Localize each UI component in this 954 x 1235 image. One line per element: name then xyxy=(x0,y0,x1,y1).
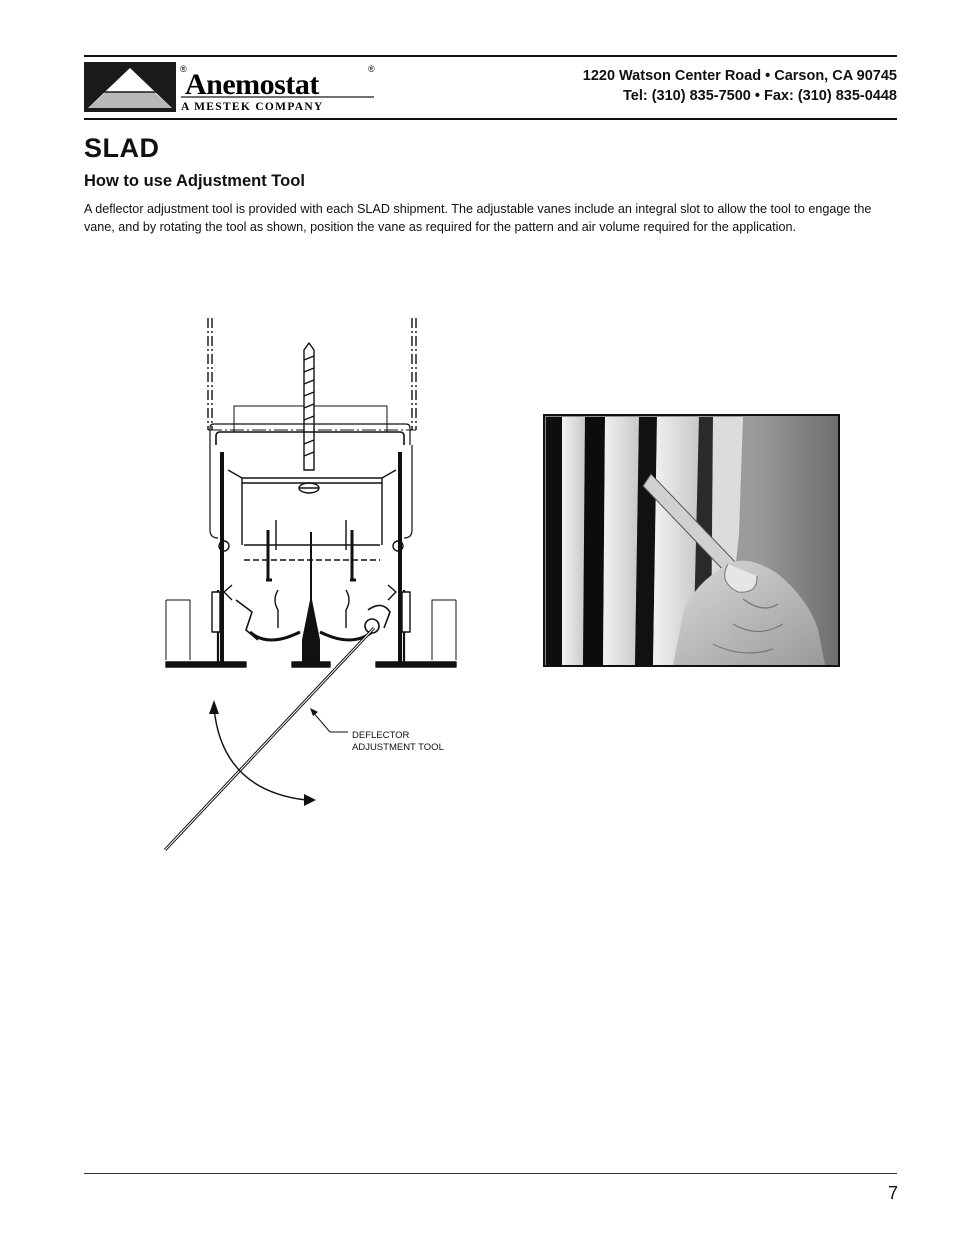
svg-text:®: ® xyxy=(180,64,187,74)
diagram-label-line1: DEFLECTOR xyxy=(352,730,410,741)
footer-rule xyxy=(84,1173,897,1174)
page-number: 7 xyxy=(887,1183,898,1203)
header-bottom-rule xyxy=(84,118,897,120)
diffuser-cross-section-diagram xyxy=(150,310,480,870)
svg-text:®: ® xyxy=(368,64,375,74)
section-body-text: A deflector adjustment tool is provided with each SLAD shipment. The adjustable vanes include an integral slot to allow the tool to engage the vane, and by rotating the tool as shown, position the vane as required for the pattern and air volume required for the application. xyxy=(84,202,872,234)
address-line: 1220 Watson Center Road • Carson, CA 90745 xyxy=(582,68,897,84)
hand-holding-tool-photo xyxy=(543,414,840,667)
header-top-rule xyxy=(84,55,897,57)
logo-brand-text: Anemostat xyxy=(185,68,319,101)
diagram-label-line2: ADJUSTMENT TOOL xyxy=(352,742,444,753)
anemostat-logo xyxy=(84,62,376,112)
logo-tagline-text: A MESTEK COMPANY xyxy=(181,101,324,112)
company-address xyxy=(583,66,897,106)
page-title: SLAD xyxy=(84,133,160,163)
contact-line: Tel: (310) 835-7500 • Fax: (310) 835-0448 xyxy=(622,88,897,104)
section-heading: How to use Adjustment Tool xyxy=(84,172,305,190)
